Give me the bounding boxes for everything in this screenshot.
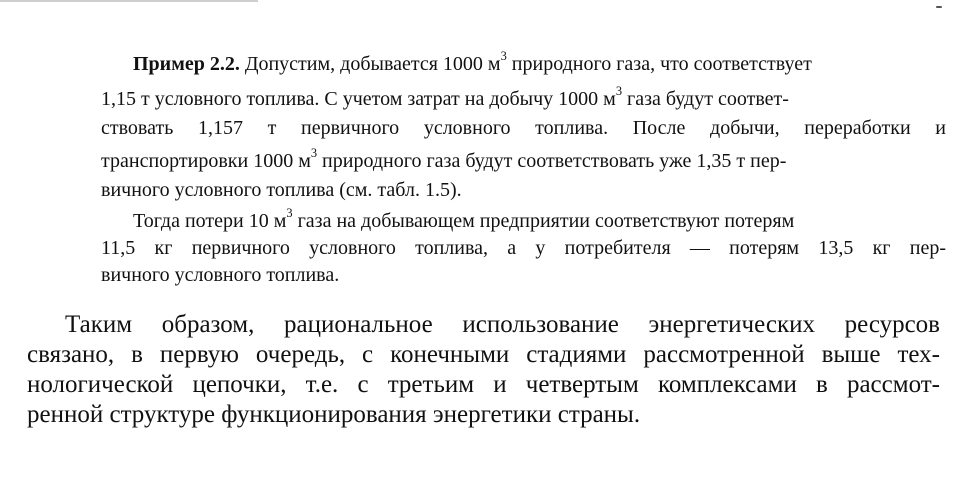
example-line-5 xyxy=(101,178,462,202)
example-line-4-text: транспортировки 1000 м xyxy=(101,150,311,172)
example-line-8 xyxy=(101,263,339,287)
example-line-1-text-end: природного газа, что соответствует xyxy=(506,53,812,75)
example-label: Пример 2.2. xyxy=(133,53,240,75)
example-line-6-text-end: газа на добывающем предприятии соответствуют потерям xyxy=(292,210,795,232)
superscript-cube: 3 xyxy=(310,146,318,161)
example-line-2-text-end: газа будут соответ- xyxy=(622,88,789,110)
main-line-3 xyxy=(27,370,940,400)
main-line-2 xyxy=(27,340,940,370)
example-line-7-text: 11,5 кг первичного условного топлива, а у потребителя — потерям 13,5 кг пер- xyxy=(101,237,946,259)
example-line-3-text: ствовать 1,157 т первичного условного топлива. После добычи, переработки и xyxy=(101,117,946,139)
superscript-cube: 3 xyxy=(615,84,623,99)
example-line-5-text: вичного условного топлива (см. табл. 1.5). xyxy=(101,179,462,201)
main-line-4 xyxy=(27,400,640,430)
example-line-1 xyxy=(133,49,812,76)
main-line-1 xyxy=(65,310,940,340)
main-line-3-text: нологической цепочки, т.е. с третьим и четвертым комплексами в рассмот- xyxy=(27,371,940,398)
example-line-2-text: 1,15 т условного топлива. С учетом затрат на добычу 1000 м xyxy=(101,88,616,110)
example-line-6-text: Тогда потери 10 м xyxy=(133,210,287,232)
example-line-1-text: Допустим, добывается 1000 м xyxy=(239,53,501,75)
main-line-4-text: ренной структуре функционирования энергетики страны. xyxy=(27,401,641,428)
example-line-7 xyxy=(101,236,946,260)
main-line-2-text: связано, в первую очередь, с конечными стадиями рассмотренной выше тех- xyxy=(27,341,940,368)
superscript-cube: 3 xyxy=(286,206,293,221)
example-line-4 xyxy=(101,146,787,173)
example-line-2 xyxy=(101,84,789,111)
corner-mark xyxy=(936,6,942,8)
example-line-3 xyxy=(101,116,946,140)
superscript-cube: 3 xyxy=(500,49,507,64)
example-line-4-text-end: природного газа будут соответствовать уже 1,35 т пер- xyxy=(317,150,787,172)
top-rule xyxy=(0,0,258,2)
example-line-8-text: вичного условного топлива. xyxy=(101,264,340,286)
main-line-1-text: Таким образом, рациональное использование энергетических ресурсов xyxy=(65,311,940,338)
example-line-6 xyxy=(133,206,795,233)
